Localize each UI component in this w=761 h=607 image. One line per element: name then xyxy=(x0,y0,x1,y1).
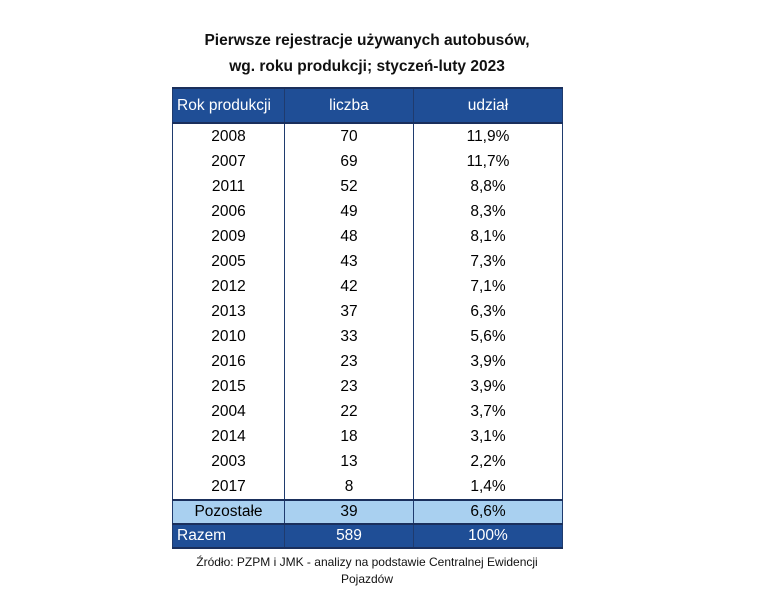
table-row-other xyxy=(173,500,563,524)
cell-year: 2011 xyxy=(173,174,285,199)
cell-count: 42 xyxy=(285,274,414,299)
cell-count: 18 xyxy=(285,424,414,449)
cell-other-share: 6,6% xyxy=(414,500,563,524)
cell-year: 2005 xyxy=(173,249,285,274)
cell-share: 7,3% xyxy=(414,249,563,274)
header-share: udział xyxy=(414,88,563,123)
cell-share: 3,7% xyxy=(414,399,563,424)
table-row xyxy=(173,224,563,249)
cell-count: 70 xyxy=(285,123,414,149)
cell-count: 37 xyxy=(285,299,414,324)
cell-count: 8 xyxy=(285,474,414,500)
table-title-line-1: Pierwsze rejestracje używanych autobusów, xyxy=(204,32,530,49)
cell-count: 33 xyxy=(285,324,414,349)
table-row xyxy=(173,174,563,199)
header-year: Rok produkcji xyxy=(173,88,285,123)
table-row xyxy=(173,123,563,149)
cell-count: 22 xyxy=(285,399,414,424)
table-row xyxy=(173,149,563,174)
table-row xyxy=(173,374,563,399)
cell-total-count: 589 xyxy=(285,524,414,548)
cell-year: 2003 xyxy=(173,449,285,474)
cell-share: 3,1% xyxy=(414,424,563,449)
cell-total-share: 100% xyxy=(414,524,563,548)
cell-share: 8,3% xyxy=(414,199,563,224)
cell-share: 11,7% xyxy=(414,149,563,174)
source-note xyxy=(172,554,562,588)
cell-year: 2008 xyxy=(173,123,285,149)
cell-count: 23 xyxy=(285,349,414,374)
table-row xyxy=(173,324,563,349)
source-note-line-2: Pojazdów xyxy=(340,572,394,586)
cell-share: 8,1% xyxy=(414,224,563,249)
table-row xyxy=(173,299,563,324)
cell-share: 7,1% xyxy=(414,274,563,299)
table-row xyxy=(173,199,563,224)
cell-share: 2,2% xyxy=(414,449,563,474)
table-row xyxy=(173,474,563,500)
cell-year: 2009 xyxy=(173,224,285,249)
cell-count: 52 xyxy=(285,174,414,199)
source-note-line-1: Źródło: PZPM i JMK - analizy na podstawie Centralnej Ewidencji xyxy=(196,555,538,569)
table-row xyxy=(173,349,563,374)
cell-count: 43 xyxy=(285,249,414,274)
cell-other-count: 39 xyxy=(285,500,414,524)
cell-year: 2012 xyxy=(173,274,285,299)
cell-share: 6,3% xyxy=(414,299,563,324)
table-row-total xyxy=(173,524,563,548)
registrations-table xyxy=(172,87,563,549)
cell-year: 2006 xyxy=(173,199,285,224)
table-header-row xyxy=(173,88,563,123)
cell-count: 23 xyxy=(285,374,414,399)
cell-year: 2015 xyxy=(173,374,285,399)
cell-year: 2007 xyxy=(173,149,285,174)
table-row xyxy=(173,249,563,274)
table-title-line-2: wg. roku produkcji; styczeń-luty 2023 xyxy=(229,58,505,75)
cell-other-label: Pozostałe xyxy=(173,500,285,524)
table-row xyxy=(173,424,563,449)
cell-count: 13 xyxy=(285,449,414,474)
cell-year: 2010 xyxy=(173,324,285,349)
cell-share: 8,8% xyxy=(414,174,563,199)
cell-total-label: Razem xyxy=(173,524,285,548)
header-count: liczba xyxy=(285,88,414,123)
cell-share: 11,9% xyxy=(414,123,563,149)
cell-count: 49 xyxy=(285,199,414,224)
cell-year: 2004 xyxy=(173,399,285,424)
table-row xyxy=(173,449,563,474)
table-row xyxy=(173,274,563,299)
cell-year: 2017 xyxy=(173,474,285,500)
cell-share: 3,9% xyxy=(414,349,563,374)
cell-year: 2016 xyxy=(173,349,285,374)
cell-share: 3,9% xyxy=(414,374,563,399)
cell-year: 2014 xyxy=(173,424,285,449)
cell-count: 48 xyxy=(285,224,414,249)
table-row xyxy=(173,399,563,424)
cell-year: 2013 xyxy=(173,299,285,324)
cell-share: 1,4% xyxy=(414,474,563,500)
cell-share: 5,6% xyxy=(414,324,563,349)
cell-count: 69 xyxy=(285,149,414,174)
